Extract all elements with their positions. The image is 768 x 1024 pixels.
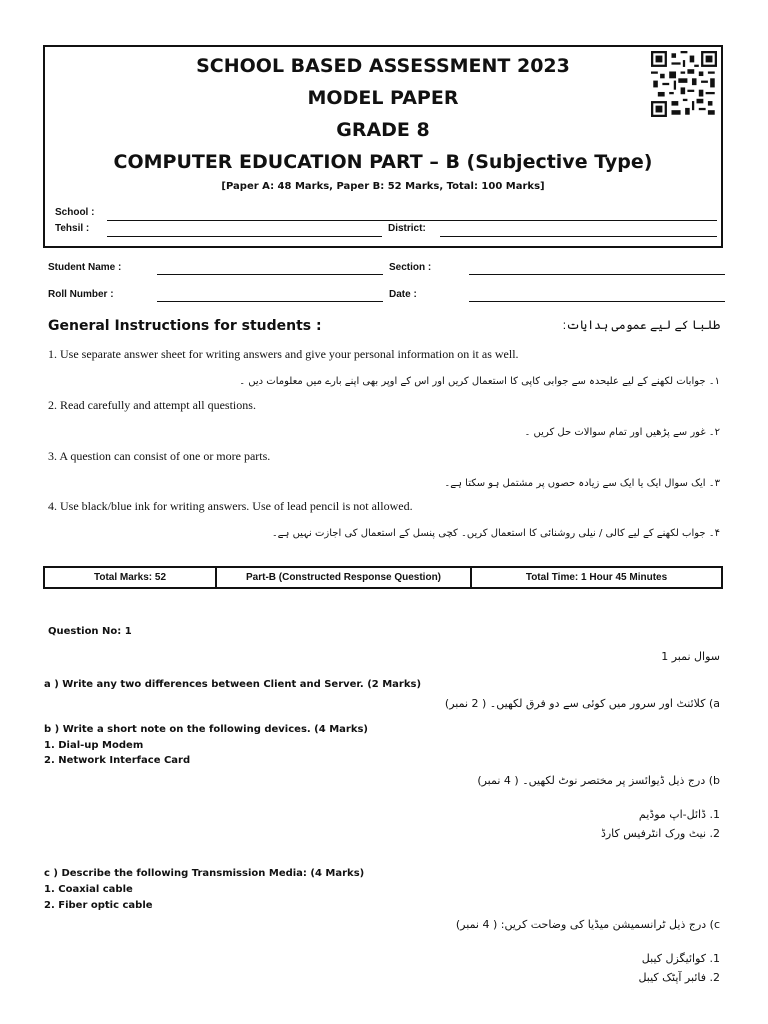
paper-type: MODEL PAPER	[307, 87, 459, 109]
total-time: Total Time: 1 Hour 45 Minutes	[525, 572, 668, 583]
date-field[interactable]	[469, 301, 725, 302]
qr-code-icon	[651, 51, 717, 117]
question-b: b ) Write a short note on the following devices. (4 Marks)	[44, 724, 368, 735]
instruction-1: 1. Use separate answer sheet for writing answers and give your personal information on it as well.	[48, 347, 519, 361]
district-label: District:	[388, 223, 426, 234]
question-label-urdu: سوال نمبر 1	[661, 650, 720, 663]
student-name-field[interactable]	[157, 274, 383, 275]
section-label: Section :	[389, 262, 432, 273]
question-c-item-1: 1. Coaxial cable	[44, 884, 133, 895]
grade: GRADE 8	[336, 119, 430, 141]
marks-breakdown: [Paper A: 48 Marks, Paper B: 52 Marks, Total: 100 Marks]	[221, 181, 545, 192]
question-a: a ) Write any two differences between Client and Server. (2 Marks)	[44, 679, 422, 690]
question-b-item-2: 2. Network Interface Card	[44, 755, 191, 766]
tehsil-label: Tehsil :	[55, 223, 90, 234]
subject-title: COMPUTER EDUCATION PART – B (Subjective Type)	[113, 151, 653, 173]
question-label: Question No: 1	[48, 626, 132, 637]
question-b-item-1-urdu: 1. ڈائل-اپ موڈیم	[638, 808, 720, 821]
question-b-item-1: 1. Dial-up Modem	[44, 740, 144, 751]
question-c: c ) Describe the following Transmission Media: (4 Marks)	[44, 868, 365, 879]
instructions-title: General Instructions for students :	[48, 318, 322, 334]
roll-number-field[interactable]	[157, 301, 383, 302]
district-field[interactable]	[440, 236, 717, 237]
section-field[interactable]	[469, 274, 725, 275]
instruction-3-urdu: ۳۔ ایک سوال ایک یا ایک سے زیادہ حصوں پر مشتمل ہو سکتا ہے۔	[444, 478, 720, 489]
marks-bar	[43, 566, 723, 589]
roll-number-label: Roll Number :	[48, 289, 114, 300]
instruction-4: 4. Use black/blue ink for writing answers. Use of lead pencil is not allowed.	[48, 499, 413, 513]
instruction-2: 2. Read carefully and attempt all questions.	[48, 398, 256, 412]
question-c-item-1-urdu: 1. کوائیگزل کیبل	[641, 952, 720, 965]
part-label: Part-B (Constructed Response Question)	[217, 568, 472, 587]
instruction-2-urdu: ۲۔ غور سے پڑھیں اور تمام سوالات حل کریں ۔	[524, 427, 720, 438]
question-a-urdu: a) کلائنٹ اور سرور میں کوئی سے دو فرق لکھیں۔ ( 2 نمبر)	[444, 697, 720, 710]
question-c-item-2-urdu: 2. فائبر آپٹک کیبل	[638, 971, 720, 984]
question-b-urdu: b) درج ذیل ڈیوائسز پر مختصر نوٹ لکھیں۔ ( 4 نمبر)	[477, 774, 720, 787]
student-name-label: Student Name :	[48, 262, 122, 273]
question-c-item-2: 2. Fiber optic cable	[44, 900, 153, 911]
date-label: Date :	[389, 289, 417, 300]
instruction-3: 3. A question can consist of one or more parts.	[48, 449, 271, 463]
question-b-item-2-urdu: 2. نیٹ ورک انٹرفیس کارڈ	[600, 827, 720, 840]
school-field[interactable]	[107, 220, 717, 221]
instruction-4-urdu: ۴۔ جواب لکھنے کے لیے کالی / نیلی روشنائی کا استعمال کریں۔ کچی پنسل کے استعمال کی اجازت نہیں ہے۔	[271, 528, 720, 539]
school-label: School :	[55, 207, 95, 218]
instruction-1-urdu: ۱۔ جوابات لکھنے کے لیے علیحدہ سے جوابی کاپی کا استعمال کریں اور اس کے اوپر بھی اپنے بارے میں معلومات دیں ۔	[239, 376, 720, 387]
header-box	[43, 45, 723, 248]
instructions-title-urdu: طلبا کے لیے عمومی ہدایات:	[562, 318, 720, 332]
total-marks: Total Marks: 52	[45, 568, 217, 587]
exam-title: SCHOOL BASED ASSESSMENT 2023	[196, 55, 570, 77]
question-c-urdu: c) درج ذیل ٹرانسمیشن میڈیا کی وضاحت کریں: ( 4 نمبر)	[455, 918, 720, 931]
tehsil-field[interactable]	[107, 236, 382, 237]
